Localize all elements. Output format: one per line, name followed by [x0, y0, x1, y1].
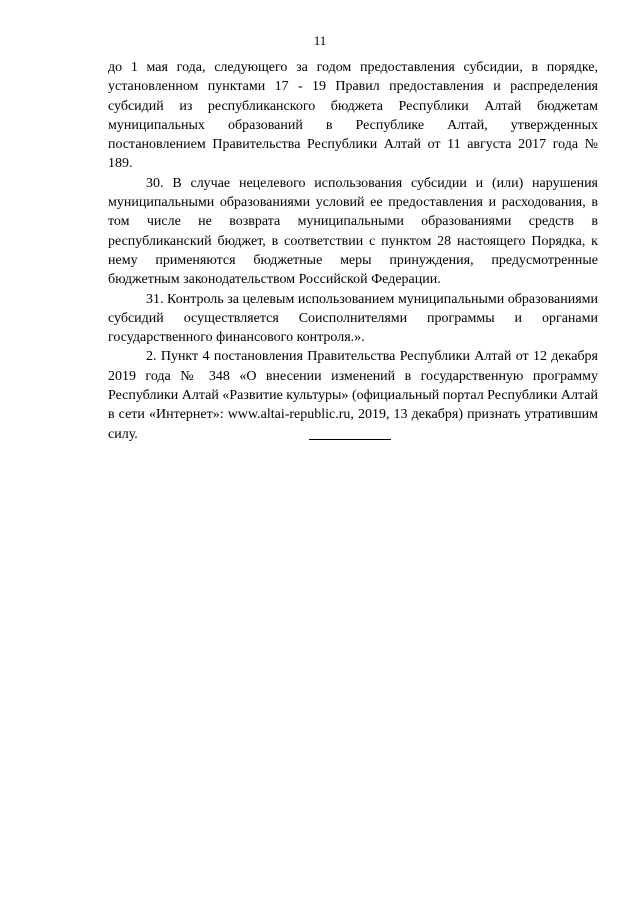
page-number: 11 — [313, 33, 327, 48]
paragraph-continuation: до 1 мая года, следующего за годом предоставления субсидии, в порядке, установленном пунктами 17 - 19 Правил предоставления и распределения субсидий из республиканского бюджета Республики Алтай бюджетам муниципальных образований в Республике Алтай, утвержденных постановлением Правительства Республики Алтай от 11 августа 2017 года № 189. — [108, 60, 598, 172]
paragraph-item-30: 30. В случае нецелевого использования субсидии и (или) нарушения муниципальными образованиями условий ее предоставления и расходования, в том числе не возврата муниципальными образованиями средств в республиканский бюджет, в соответствии с пунктом 28 настоящего Порядка, к нему применяются бюджетные меры принуждения, предусмотренные бюджетным законодательством Российской Федерации. — [108, 175, 598, 288]
paragraph-item-2: 2. Пункт 4 постановления Правительства Республики Алтай от 12 декабря 2019 года № 348 «О внесении изменений в государственную программу Республики Алтай «Развитие культуры» (официальный портал Республики Алтай в сети «Интернет»: www.altai-republic.ru, 2019, 13 декабря) признать утратившим силу. — [108, 349, 598, 442]
document-body — [108, 58, 598, 444]
paragraph-item-31: 31. Контроль за целевым использованием муниципальными образованиями субсидий осуществляется Соисполнителями программы и органами государственного финансового контроля.». — [108, 291, 598, 346]
end-divider-line — [309, 439, 391, 440]
